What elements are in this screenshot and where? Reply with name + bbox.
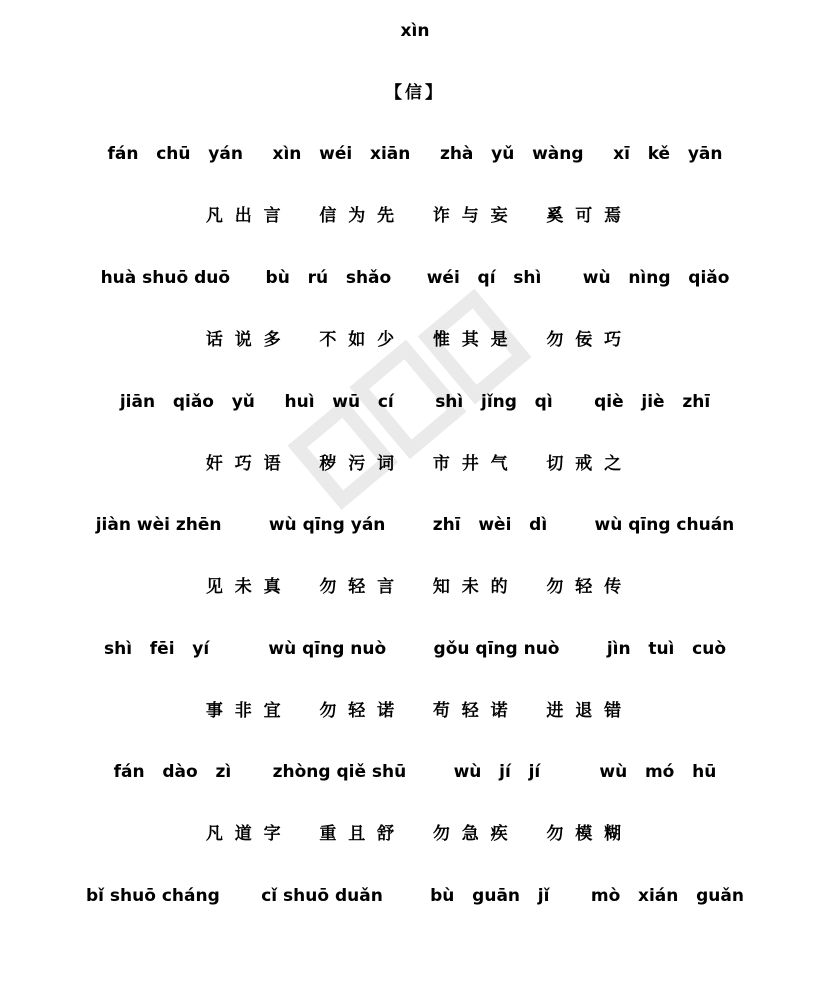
hanzi-line-4: 见 未 真 勿 轻 言 知 未 的 勿 轻 传	[205, 577, 625, 597]
pinyin-line-1: fán chū yán xìn wéi xiān zhà yǔ wàng xī kě yān	[107, 144, 723, 164]
pinyin-line-7: bǐ shuō cháng cǐ shuō duǎn bù guān jǐ mò xián guǎn	[86, 886, 744, 906]
hanzi-line-2: 话 说 多 不 如 少 惟 其 是 勿 佞 巧	[205, 330, 625, 350]
hanzi-line-5: 事 非 宜 勿 轻 诺 苟 轻 诺 进 退 错	[205, 701, 625, 721]
hanzi-line-6: 凡 道 字 重 且 舒 勿 急 疾 勿 模 糊	[205, 824, 625, 844]
pinyin-line-title: xìn	[400, 21, 430, 41]
pinyin-line-3: jiān qiǎo yǔ huì wū cí shì jǐng qì qiè jiè zhī	[119, 392, 711, 412]
pinyin-line-6: fán dào zì zhòng qiě shū wù jí jí wù mó hū	[113, 762, 717, 782]
pinyin-line-5: shì fēi yí wù qīng nuò gǒu qīng nuò jìn tuì cuò	[103, 639, 727, 659]
pinyin-line-4: jiàn wèi zhēn wù qīng yán zhī wèi dì wù qīng chuán	[95, 515, 735, 535]
pinyin-line-2: huà shuō duō bù rú shǎo wéi qí shì wù nìng qiǎo	[100, 268, 730, 288]
hanzi-line-1: 凡 出 言 信 为 先 诈 与 妄 奚 可 焉	[205, 206, 625, 226]
section-title: 【信】	[385, 83, 445, 103]
hanzi-line-3: 奸 巧 语 秽 污 词 市 井 气 切 戒 之	[205, 454, 625, 474]
